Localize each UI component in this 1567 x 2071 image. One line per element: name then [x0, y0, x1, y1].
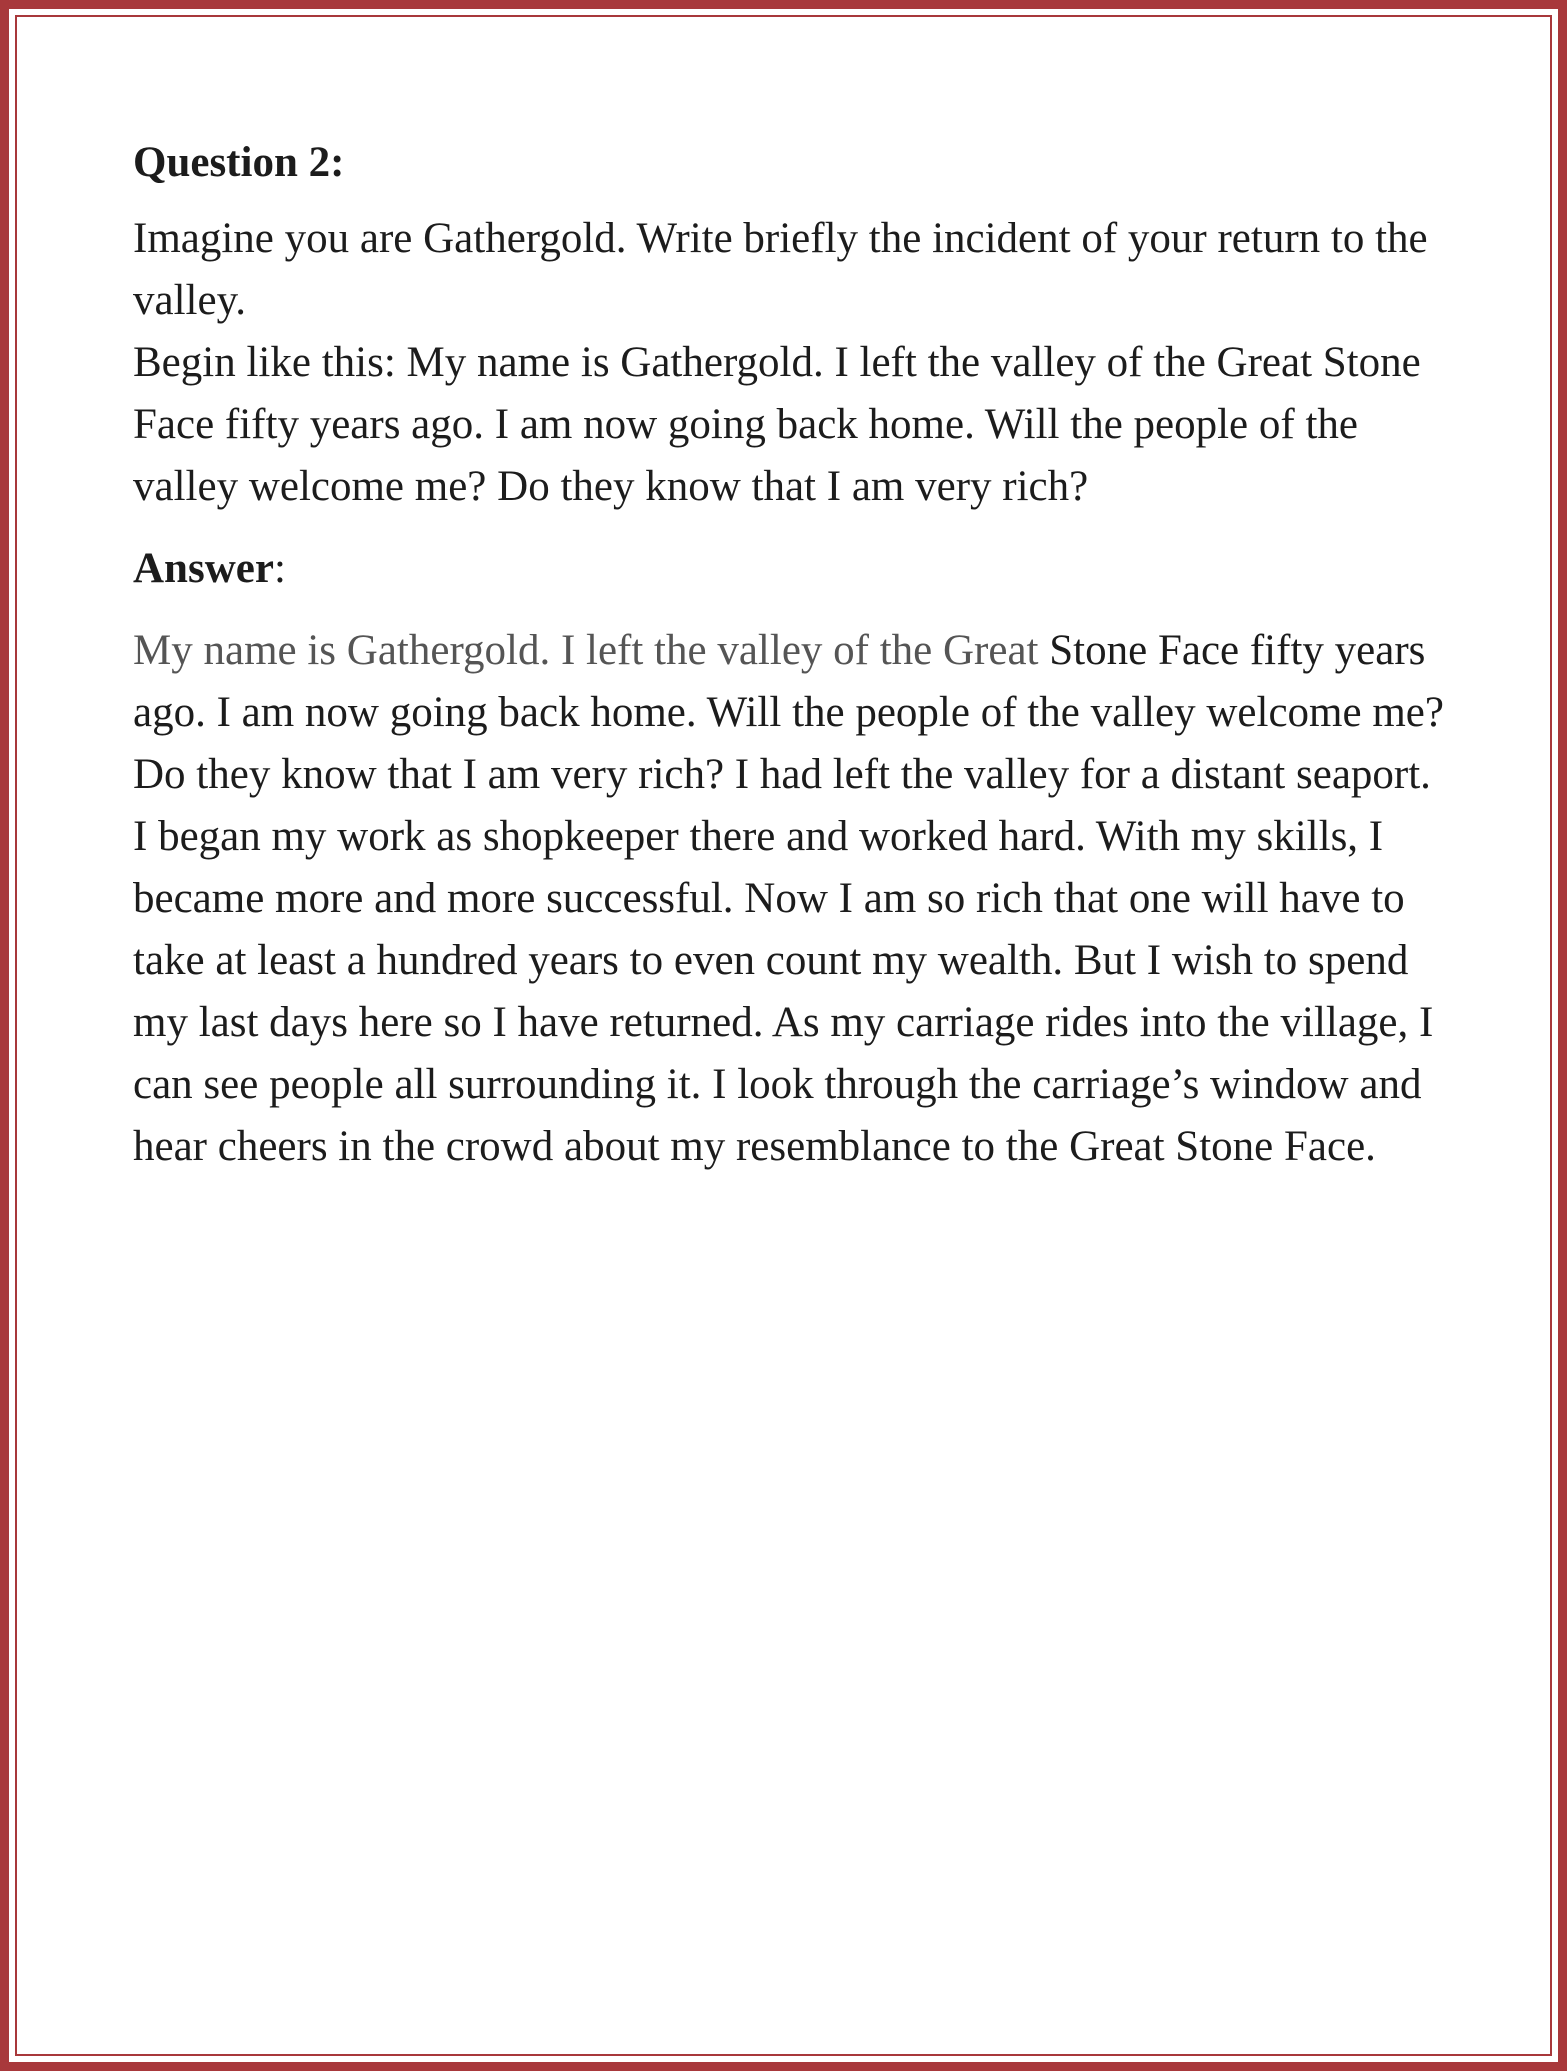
question-heading: Question 2:	[133, 139, 345, 186]
question-prompt: Imagine you are Gathergold. Write briefly the incident of your return to the valley.	[133, 215, 1428, 324]
answer-body-text: Stone Face fifty years ago. I am now going back home. Will the people of the valley welcome me? Do they know that I am very rich? I had left the valley for a distant seaport. I began my work as shopkeeper there and worked hard. With my skills, I became more and more successful. Now I am so rich that one will have to take at least a hundred years to even count my wealth. But I wish to spend my last days here so I have returned. As my carriage rides into the village, I can see people all surrounding it. I look through the carriage’s window and hear cheers in the crowd about my resemblance to the Great Stone Face.	[133, 627, 1444, 1170]
answer-lead-text: My name is Gathergold. I left the valley of the Great	[133, 627, 1039, 674]
question-begin-instruction: Begin like this: My name is Gathergold. I left the valley of the Great Stone Face fifty years ago. I am now going back home. Will the people of the valley welcome me? Do they know that I am very rich?	[133, 339, 1421, 510]
answer-text	[133, 620, 1453, 1178]
answer-heading-label: Answer	[133, 545, 274, 592]
answer-heading	[133, 538, 1453, 600]
document-body	[133, 132, 1453, 1178]
answer-heading-colon: :	[273, 545, 286, 592]
